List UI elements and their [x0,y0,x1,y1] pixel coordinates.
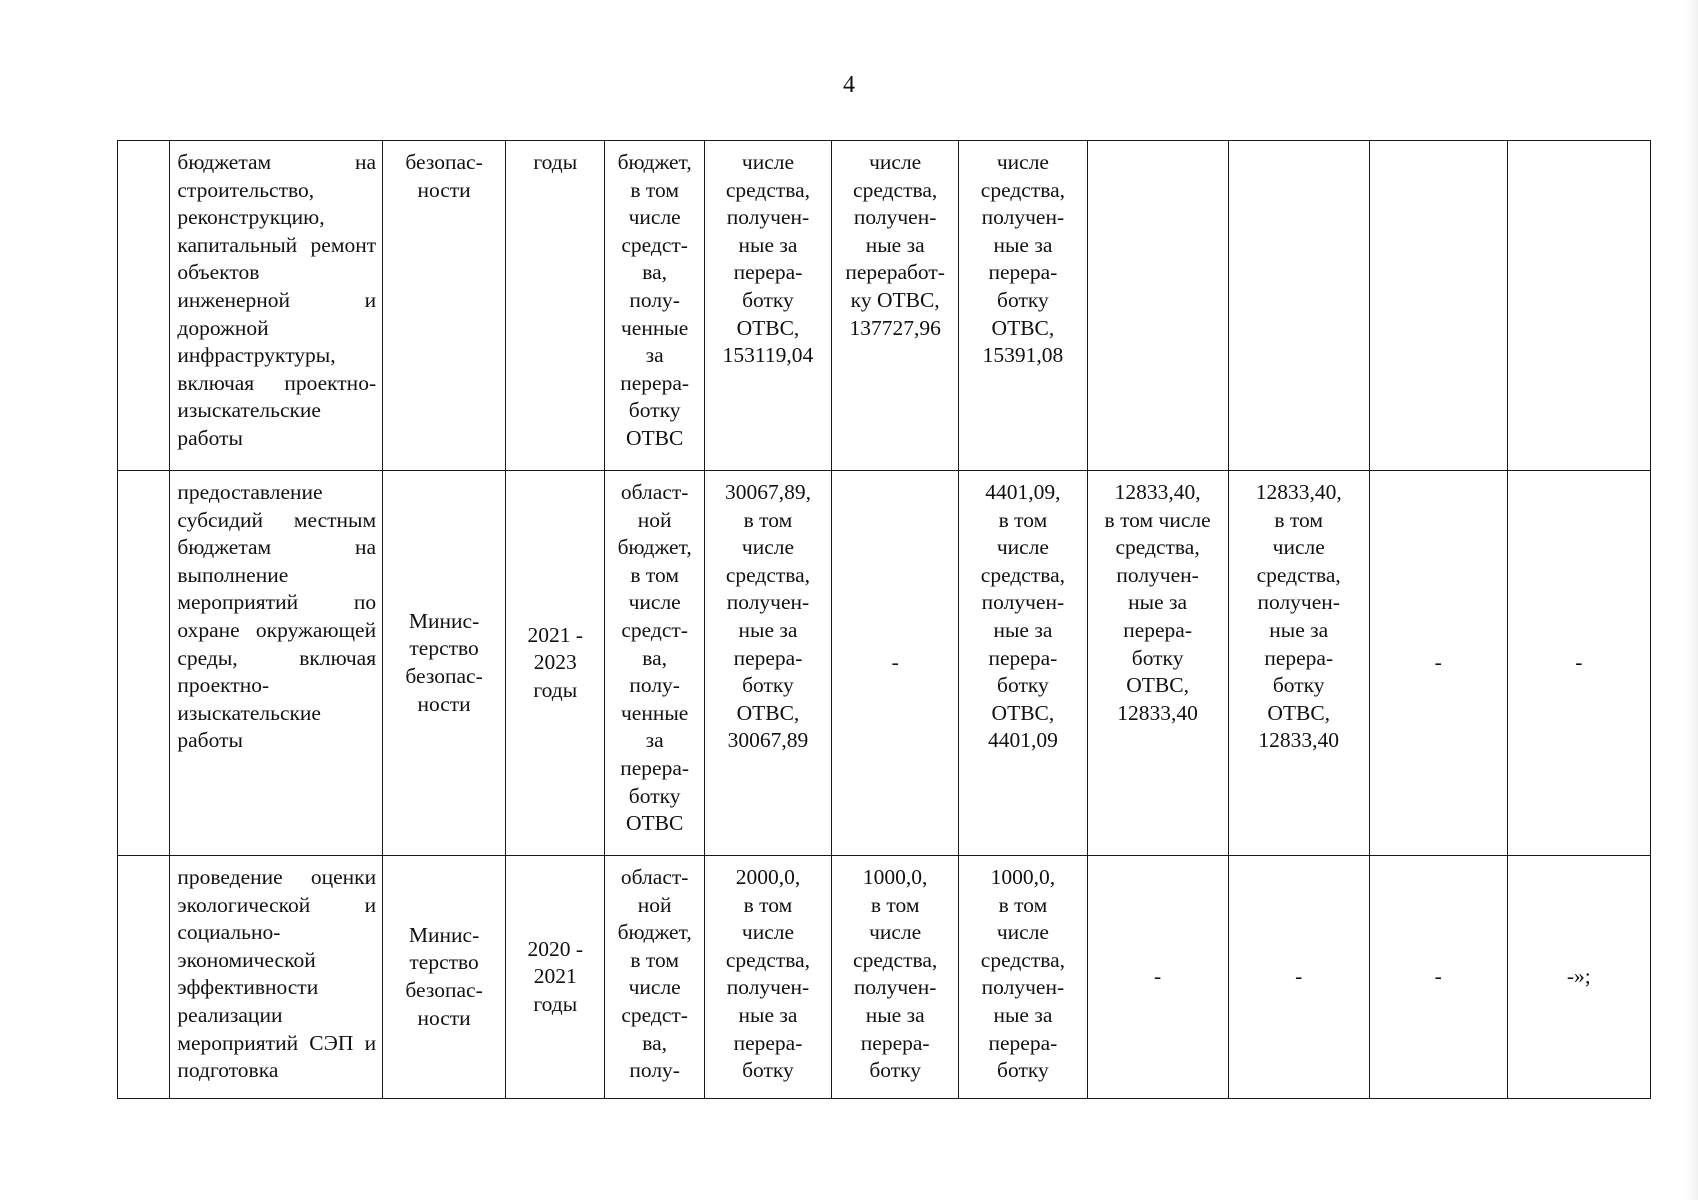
executor-cell [383,856,506,1099]
year-2022-amount: - [1154,964,1162,989]
year-2024-amount: - [1434,964,1442,989]
year-2020-cell [832,471,959,856]
year-2022-cell [1087,856,1228,1099]
year-2024-cell [1369,141,1507,471]
year-2021-cell [959,856,1087,1099]
funding-source-cell [605,141,704,471]
funding-source: област- ной бюджет, в том числе средст- ва, полу- [617,865,692,1083]
measure-name: предоставление субсидий местным бюджетам на выполнение мероприятий по охране окружающей среды, включая проектно-изыскательские работы [177,480,377,753]
year-2020-amount: числе средства, получен- ные за переработ- ку ОТВС, 137727,96 [845,150,945,340]
year-2021-amount: 4401,09, в том числе средства, получен- ные за перера- ботку ОТВС, 4401,09 [980,480,1066,753]
total-cell [704,856,831,1099]
period: годы [533,150,578,174]
year-2025-cell [1507,856,1650,1099]
total-amount: числе средства, получен- ные за перера- ботку ОТВС, 153119,04 [722,150,814,368]
funding-source: област- ной бюджет, в том числе средст- ва, полу- ченные за перера- ботку ОТВС [617,480,692,836]
year-2024-amount: - [1434,650,1442,675]
scan-page-edge [1684,0,1698,1200]
year-2025-amount: -»; [1566,964,1591,989]
program-measures-table [117,140,1651,1099]
funding-source-cell [605,856,704,1099]
executor: безопас- ности [405,150,483,202]
period: 2021 - 2023 годы [527,622,584,702]
year-2023-amount: - [1295,964,1303,989]
table-row [118,471,1651,856]
measure-name: бюджетам на строительство, реконструкцию, капитальный ремонт объектов инженерной и дорожной инфраструктуры, включая проектно-изыскательские работы [177,150,377,450]
period-cell [506,856,605,1099]
table-row [118,856,1651,1099]
page-number: 4 [843,72,855,98]
year-2022-amount: 12833,40, в том числе средства, получен- ные за перера- ботку ОТВС, 12833,40 [1104,480,1211,725]
year-2020-amount: - [891,650,899,675]
year-2023-cell [1228,856,1369,1099]
year-2021-cell [959,471,1087,856]
total-amount: 2000,0, в том числе средства, получен- ные за перера- ботку [725,865,811,1083]
row-number-cell [118,471,170,856]
measure-name-cell [170,141,383,471]
row-number-cell [118,141,170,471]
measure-name-cell [170,471,383,856]
executor: Минис- терство безопас- ности [405,922,483,1030]
period-cell [506,141,605,471]
year-2020-amount: 1000,0, в том числе средства, получен- ные за перера- ботку [853,865,938,1083]
measure-name: проведение оценки экологической и социально-экономической эффективности реализации мероприятий СЭП и подготовка [177,865,377,1083]
total-cell [704,471,831,856]
executor-cell [383,141,506,471]
year-2022-cell [1087,471,1228,856]
year-2023-amount: 12833,40, в том числе средства, получен- ные за перера- ботку ОТВС, 12833,40 [1255,480,1342,753]
year-2023-cell [1228,141,1369,471]
year-2021-cell [959,141,1087,471]
year-2020-cell [832,856,959,1099]
year-2025-cell [1507,141,1650,471]
year-2023-cell [1228,471,1369,856]
year-2022-cell [1087,141,1228,471]
funding-source: бюджет, в том числе средст- ва, полу- ченные за перера- ботку ОТВС [617,150,692,450]
executor-cell [383,471,506,856]
year-2021-amount: числе средства, получен- ные за перера- ботку ОТВС, 15391,08 [980,150,1066,368]
year-2025-cell [1507,471,1650,856]
year-2024-cell [1369,856,1507,1099]
measure-name-cell [170,856,383,1099]
total-amount: 30067,89, в том числе средства, получен- ные за перера- ботку ОТВС, 30067,89 [724,480,811,753]
year-2021-amount: 1000,0, в том числе средства, получен- ные за перера- ботку [980,865,1066,1083]
period: 2020 - 2021 годы [527,936,584,1016]
funding-source-cell [605,471,704,856]
year-2020-cell [832,141,959,471]
executor: Минис- терство безопас- ности [405,608,483,716]
year-2025-amount: - [1575,650,1583,675]
total-cell [704,141,831,471]
year-2024-cell [1369,471,1507,856]
row-number-cell [118,856,170,1099]
period-cell [506,471,605,856]
table-row [118,141,1651,471]
